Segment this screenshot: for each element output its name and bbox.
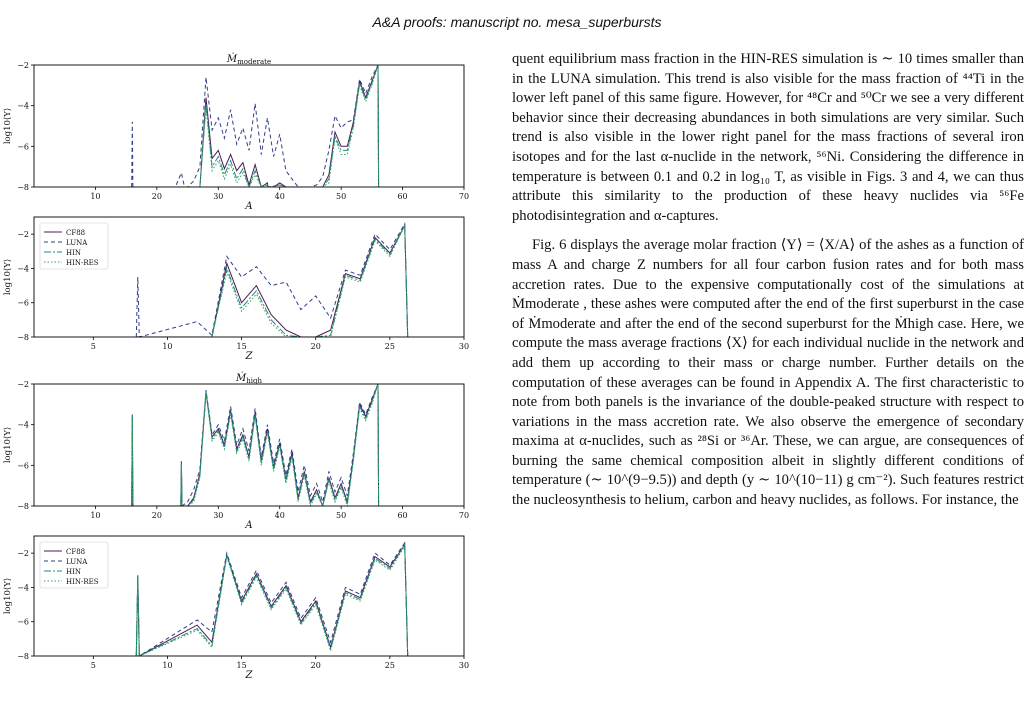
y-axis-label: log10⟨Y⟩ bbox=[3, 577, 13, 615]
y-tick-label: −8 bbox=[17, 183, 29, 192]
series-hin bbox=[197, 226, 408, 337]
y-axis-label: log10⟨Y⟩ bbox=[3, 107, 13, 145]
x-tick-label: 70 bbox=[458, 511, 470, 520]
y-tick-label: −4 bbox=[17, 420, 29, 430]
x-axis-label: A bbox=[245, 201, 253, 212]
legend-label-hin-res: HIN-RES bbox=[66, 259, 99, 267]
legend-label-luna: LUNA bbox=[66, 558, 88, 566]
y-tick-label: −2 bbox=[17, 230, 29, 240]
legend-label-cf88: CF88 bbox=[66, 548, 86, 556]
x-tick-label: 30 bbox=[458, 661, 470, 670]
y-tick-label: −8 bbox=[17, 502, 29, 511]
series-cf88 bbox=[136, 545, 407, 656]
x-tick-label: 50 bbox=[336, 511, 347, 520]
series-luna bbox=[132, 65, 379, 187]
y-tick-label: −6 bbox=[17, 461, 29, 471]
chart-panel-4 bbox=[3, 536, 469, 681]
series-hin bbox=[136, 545, 407, 656]
x-tick-label: 15 bbox=[236, 342, 247, 351]
x-tick-label: 30 bbox=[213, 511, 224, 520]
x-tick-label: 30 bbox=[213, 192, 224, 201]
running-header: A&A proofs: manuscript no. mesa_superbursts bbox=[372, 14, 662, 30]
legend-label-hin: HIN bbox=[66, 249, 81, 257]
y-tick-label: −2 bbox=[17, 380, 29, 389]
legend-label-hin-res: HIN-RES bbox=[66, 578, 99, 586]
panel-title: Ṁ$_{moderate}$ bbox=[226, 54, 272, 66]
x-tick-label: 20 bbox=[310, 342, 321, 351]
x-axis-label: A bbox=[245, 520, 253, 531]
x-tick-label: 10 bbox=[90, 192, 101, 201]
x-tick-label: 30 bbox=[458, 342, 470, 351]
y-tick-label: −6 bbox=[17, 142, 29, 152]
legend-label-hin: HIN bbox=[66, 568, 81, 576]
x-tick-label: 5 bbox=[90, 342, 96, 351]
x-tick-label: 25 bbox=[384, 661, 395, 670]
plot-frame bbox=[34, 65, 464, 187]
legend bbox=[40, 223, 108, 269]
x-tick-label: 70 bbox=[458, 192, 470, 201]
series-hin bbox=[132, 384, 379, 506]
x-axis-label: Z bbox=[245, 670, 253, 681]
x-tick-label: 40 bbox=[274, 511, 285, 520]
y-tick-label: −4 bbox=[17, 264, 29, 274]
chart-panel-3 bbox=[3, 372, 469, 531]
chart-panel-2 bbox=[3, 217, 469, 362]
x-tick-label: 10 bbox=[162, 342, 173, 351]
y-tick-label: −2 bbox=[17, 61, 29, 70]
x-tick-label: 25 bbox=[384, 342, 395, 351]
legend-label-luna: LUNA bbox=[66, 239, 88, 247]
text-column bbox=[512, 50, 1024, 511]
x-tick-label: 40 bbox=[274, 192, 285, 201]
y-tick-label: −4 bbox=[17, 583, 29, 593]
y-tick-label: −6 bbox=[17, 617, 29, 627]
x-tick-label: 60 bbox=[397, 511, 408, 520]
series-cf88 bbox=[132, 65, 378, 187]
y-tick-label: −2 bbox=[17, 549, 29, 559]
y-tick-label: −8 bbox=[17, 333, 29, 342]
x-tick-label: 50 bbox=[336, 192, 347, 201]
plot-frame bbox=[34, 384, 464, 506]
legend-label-cf88: CF88 bbox=[66, 229, 86, 237]
x-tick-label: 5 bbox=[90, 661, 96, 670]
x-tick-label: 60 bbox=[397, 192, 408, 201]
x-tick-label: 10 bbox=[90, 511, 101, 520]
chart-panel-1 bbox=[3, 53, 469, 212]
series-luna bbox=[136, 543, 407, 656]
paragraph-1: quent equilibrium mass fraction in the HIN-RES simulation is ∼ 10 times smaller than in the LUNA simulation. This trend is also visible for the mass fraction of ⁴⁴Ti in the lower left panel of this same figure. However, for ⁴⁸Cr and ⁵⁰Cr we see a very different behavior since their decreasing abundances in both simulations are very similar. Such trend is also visible in the lower right panel for the mass fractions of several iron isotopes and for the last α-nuclide in the network, ⁵⁶Ni. Considering the difference in temperature is between 0.1 and 0.2 in log₁₀ T, as visible in Figs. 3 and 4, we can thus attribute this similarity to the production of these heavy nuclides via ⁵⁶Fe photodisintegration and α-captures. bbox=[512, 51, 1024, 224]
y-tick-label: −4 bbox=[17, 101, 29, 111]
x-tick-label: 15 bbox=[236, 661, 247, 670]
legend bbox=[40, 542, 108, 588]
series-hin-res bbox=[132, 65, 378, 187]
y-tick-label: −8 bbox=[17, 652, 29, 661]
x-axis-label: Z bbox=[245, 351, 253, 362]
panel-title: Ṁ$_{high}$ bbox=[236, 373, 262, 385]
x-tick-label: 20 bbox=[151, 511, 162, 520]
figure-ashes-composition bbox=[0, 52, 480, 682]
y-axis-label: log10⟨Y⟩ bbox=[3, 426, 13, 464]
y-tick-label: −6 bbox=[17, 298, 29, 308]
x-tick-label: 20 bbox=[151, 192, 162, 201]
paragraph-2: Fig. 6 displays the average molar fraction ⟨Y⟩ = ⟨X/A⟩ of the ashes as a function of mass A and charge Z numbers for all four carbon fusion rates and for both mass accretion rates. Due to the expensive computationally cost of the simulations at Ṁmoderate , these ashes were computed after the end of the first superburst in the case of Ṁmoderate and after the end of the second superburst for the Ṁhigh case. Here, we compute the mass average fractions ⟨X⟩ for each individual nuclide in the network and add them up according to their mass or charge number. Further details on the computation of these averages can be found in Appendix A. The first characteristic to note from both panels is the invariance of the double-peaked structure with respect to variations in the mass accretion rate. We also observe the emergence of secondary maxima at α-nuclides, such as ²⁸Si or ³⁶Ar. These, we can argue, are consequences of burning the same chemical composition albeit in slightly different conditions of temperature (∼ 10^(9−9.5)) and depth (y ∼ 10^(10−11) g cm⁻²). Such features restrict the nucleosynthesis to helium, carbon and heavy nuclides, as follows. For instance, the bbox=[512, 237, 1024, 509]
x-tick-label: 20 bbox=[310, 661, 321, 670]
series-hin bbox=[132, 65, 378, 187]
x-tick-label: 10 bbox=[162, 661, 173, 670]
series-hin-res bbox=[197, 226, 408, 337]
y-axis-label: log10⟨Y⟩ bbox=[3, 258, 13, 296]
